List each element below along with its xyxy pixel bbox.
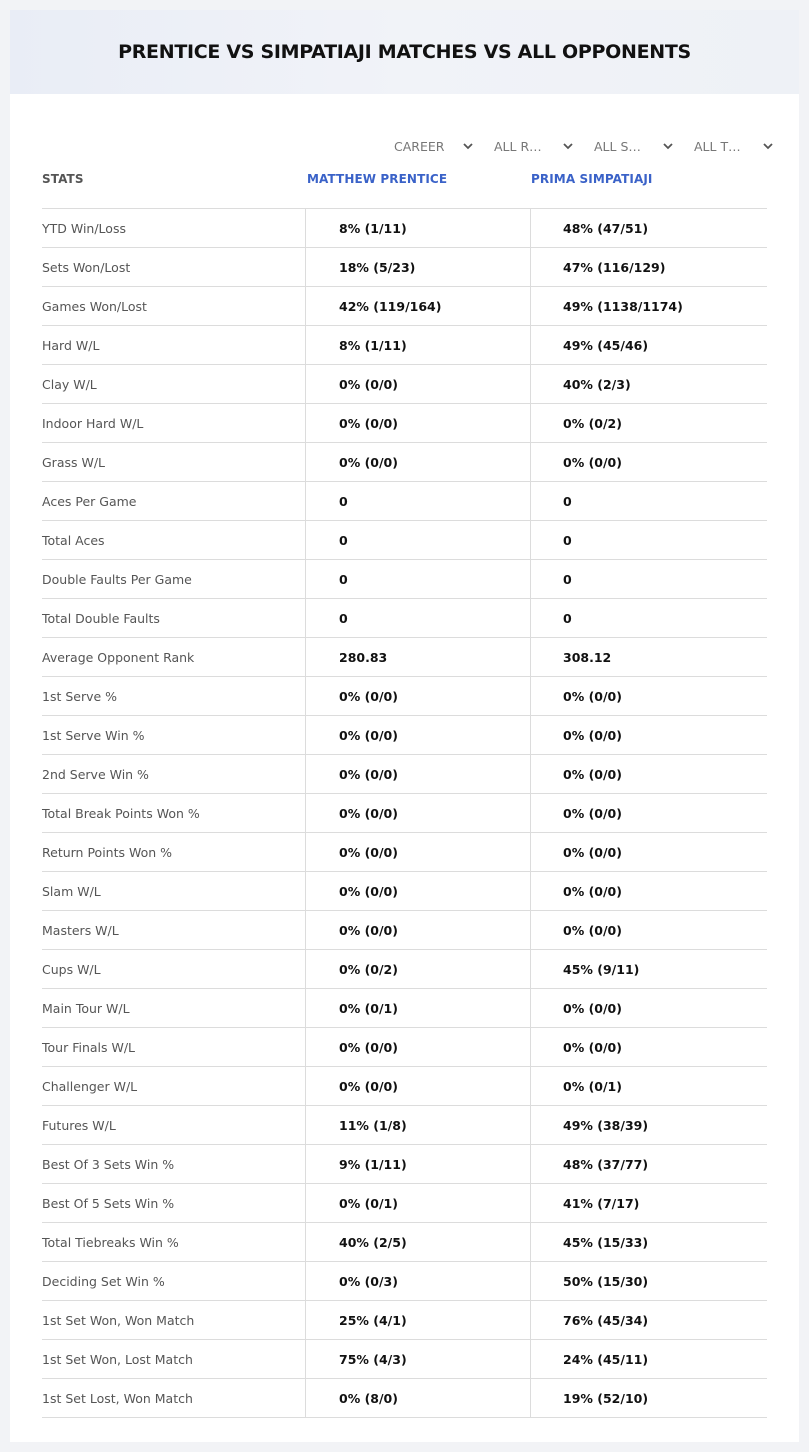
stat-label: 1st Serve Win % bbox=[42, 716, 306, 754]
player1-value: 0% (0/1) bbox=[306, 989, 531, 1027]
player2-value: 0% (0/0) bbox=[563, 1039, 622, 1055]
player1-value: 0% (0/0) bbox=[306, 404, 531, 442]
player1-value: 0% (0/0) bbox=[306, 1028, 531, 1066]
player1-value: 0 bbox=[306, 521, 531, 559]
table-row bbox=[42, 404, 767, 443]
player2-value: 24% (45/11) bbox=[563, 1351, 649, 1367]
table-row bbox=[42, 638, 767, 677]
column-header-player2[interactable]: PRIMA SIMPATIAJI bbox=[531, 172, 653, 186]
player1-value: 0% (8/0) bbox=[306, 1379, 531, 1417]
player2-value: 308.12 bbox=[563, 649, 612, 665]
player2-value: 19% (52/10) bbox=[563, 1390, 649, 1406]
table-row bbox=[42, 1067, 767, 1106]
stat-label: Total Break Points Won % bbox=[42, 794, 306, 832]
player1-value: 0 bbox=[306, 599, 531, 637]
table-row bbox=[42, 794, 767, 833]
player2-value: 0% (0/0) bbox=[563, 844, 622, 860]
table-row bbox=[42, 989, 767, 1028]
stat-label: 1st Serve % bbox=[42, 677, 306, 715]
table-row bbox=[42, 755, 767, 794]
player2-value: 49% (1138/1174) bbox=[563, 298, 683, 314]
player2-value: 0% (0/0) bbox=[563, 805, 622, 821]
stat-label: Challenger W/L bbox=[42, 1067, 306, 1105]
stat-label: Main Tour W/L bbox=[42, 989, 306, 1027]
player1-value: 0% (0/0) bbox=[306, 1067, 531, 1105]
stat-label: Total Aces bbox=[42, 521, 306, 559]
chevron-down-icon bbox=[662, 140, 674, 152]
stat-label: Slam W/L bbox=[42, 872, 306, 910]
table-row bbox=[42, 1262, 767, 1301]
filter-value: ALL T… bbox=[694, 138, 741, 154]
table-row bbox=[42, 209, 767, 248]
stat-label: Games Won/Lost bbox=[42, 287, 306, 325]
table-row bbox=[42, 911, 767, 950]
filter-bar bbox=[380, 127, 780, 165]
player1-value: 0% (0/0) bbox=[306, 911, 531, 949]
column-header-stats: STATS bbox=[42, 172, 84, 186]
player2-value: 0% (0/0) bbox=[563, 922, 622, 938]
stat-label: Best Of 5 Sets Win % bbox=[42, 1184, 306, 1222]
player2-value: 0% (0/2) bbox=[563, 415, 622, 431]
player1-value: 40% (2/5) bbox=[306, 1223, 531, 1261]
player1-value: 0% (0/1) bbox=[306, 1184, 531, 1222]
stat-label: 2nd Serve Win % bbox=[42, 755, 306, 793]
player1-value: 0% (0/0) bbox=[306, 716, 531, 754]
card-header bbox=[10, 10, 799, 94]
stat-label: 1st Set Won, Won Match bbox=[42, 1301, 306, 1339]
player2-value: 0 bbox=[563, 532, 572, 548]
table-row bbox=[42, 833, 767, 872]
table-row bbox=[42, 248, 767, 287]
player1-value: 0% (0/3) bbox=[306, 1262, 531, 1300]
player2-value: 0% (0/0) bbox=[563, 1000, 622, 1016]
filter-tournament-select[interactable] bbox=[680, 127, 780, 165]
stat-label: Cups W/L bbox=[42, 950, 306, 988]
player2-value: 76% (45/34) bbox=[563, 1312, 649, 1328]
stat-label: Aces Per Game bbox=[42, 482, 306, 520]
player2-value: 50% (15/30) bbox=[563, 1273, 649, 1289]
player2-value: 41% (7/17) bbox=[563, 1195, 640, 1211]
stat-label: Grass W/L bbox=[42, 443, 306, 481]
table-row bbox=[42, 521, 767, 560]
table-row bbox=[42, 950, 767, 989]
filter-surface-select[interactable] bbox=[580, 127, 680, 165]
player2-value: 48% (47/51) bbox=[563, 220, 649, 236]
player1-value: 11% (1/8) bbox=[306, 1106, 531, 1144]
stat-label: Clay W/L bbox=[42, 365, 306, 403]
stats-card bbox=[10, 10, 799, 1442]
stat-label: 1st Set Lost, Won Match bbox=[42, 1379, 306, 1417]
filter-round-select[interactable] bbox=[480, 127, 580, 165]
table-row bbox=[42, 443, 767, 482]
stat-label: Indoor Hard W/L bbox=[42, 404, 306, 442]
player2-value: 0 bbox=[563, 493, 572, 509]
player2-value: 0% (0/0) bbox=[563, 688, 622, 704]
table-row bbox=[42, 287, 767, 326]
filter-value: CAREER bbox=[394, 138, 445, 154]
table-row bbox=[42, 482, 767, 521]
player2-value: 0% (0/0) bbox=[563, 766, 622, 782]
stat-label: Deciding Set Win % bbox=[42, 1262, 306, 1300]
player1-value: 0 bbox=[306, 482, 531, 520]
stat-label: Futures W/L bbox=[42, 1106, 306, 1144]
table-row bbox=[42, 599, 767, 638]
filter-period-select[interactable] bbox=[380, 127, 480, 165]
player2-value: 0% (0/0) bbox=[563, 883, 622, 899]
player1-value: 0 bbox=[306, 560, 531, 598]
column-header-player1[interactable]: MATTHEW PRENTICE bbox=[307, 172, 448, 186]
player1-value: 0% (0/0) bbox=[306, 677, 531, 715]
player1-value: 0% (0/0) bbox=[306, 443, 531, 481]
player2-value: 0% (0/1) bbox=[563, 1078, 622, 1094]
chevron-down-icon bbox=[762, 140, 774, 152]
stats-table bbox=[42, 208, 767, 1418]
stat-label: Double Faults Per Game bbox=[42, 560, 306, 598]
stat-label: 1st Set Won, Lost Match bbox=[42, 1340, 306, 1378]
player2-value: 0 bbox=[563, 610, 572, 626]
stat-label: Sets Won/Lost bbox=[42, 248, 306, 286]
table-row bbox=[42, 1340, 767, 1379]
table-row bbox=[42, 1379, 767, 1418]
player1-value: 0% (0/0) bbox=[306, 794, 531, 832]
table-row bbox=[42, 1184, 767, 1223]
chevron-down-icon bbox=[462, 140, 474, 152]
player1-value: 25% (4/1) bbox=[306, 1301, 531, 1339]
table-row bbox=[42, 365, 767, 404]
stat-label: Total Tiebreaks Win % bbox=[42, 1223, 306, 1261]
chevron-down-icon bbox=[562, 140, 574, 152]
table-row bbox=[42, 326, 767, 365]
stat-label: Best Of 3 Sets Win % bbox=[42, 1145, 306, 1183]
table-row bbox=[42, 1301, 767, 1340]
stat-label: Return Points Won % bbox=[42, 833, 306, 871]
player1-value: 75% (4/3) bbox=[306, 1340, 531, 1378]
player1-value: 42% (119/164) bbox=[306, 287, 531, 325]
player2-value: 0 bbox=[563, 571, 572, 587]
table-row bbox=[42, 677, 767, 716]
stat-label: Tour Finals W/L bbox=[42, 1028, 306, 1066]
table-row bbox=[42, 560, 767, 599]
table-row bbox=[42, 1223, 767, 1262]
table-row bbox=[42, 716, 767, 755]
table-row bbox=[42, 872, 767, 911]
player1-value: 9% (1/11) bbox=[306, 1145, 531, 1183]
player2-value: 45% (9/11) bbox=[563, 961, 640, 977]
table-row bbox=[42, 1028, 767, 1067]
player2-value: 49% (45/46) bbox=[563, 337, 649, 353]
stat-label: Hard W/L bbox=[42, 326, 306, 364]
player2-value: 47% (116/129) bbox=[563, 259, 666, 275]
player1-value: 0% (0/0) bbox=[306, 872, 531, 910]
player2-value: 40% (2/3) bbox=[563, 376, 631, 392]
filter-value: ALL S… bbox=[594, 138, 641, 154]
player1-value: 0% (0/0) bbox=[306, 833, 531, 871]
table-row bbox=[42, 1106, 767, 1145]
player2-value: 0% (0/0) bbox=[563, 727, 622, 743]
filter-value: ALL R… bbox=[494, 138, 542, 154]
player1-value: 18% (5/23) bbox=[306, 248, 531, 286]
stat-label: Masters W/L bbox=[42, 911, 306, 949]
player2-value: 0% (0/0) bbox=[563, 454, 622, 470]
table-row bbox=[42, 1145, 767, 1184]
player1-value: 0% (0/2) bbox=[306, 950, 531, 988]
player2-value: 49% (38/39) bbox=[563, 1117, 649, 1133]
stat-label: Total Double Faults bbox=[42, 599, 306, 637]
player1-value: 0% (0/0) bbox=[306, 365, 531, 403]
player1-value: 8% (1/11) bbox=[306, 209, 531, 247]
player2-value: 45% (15/33) bbox=[563, 1234, 649, 1250]
page-title: PRENTICE VS SIMPATIAJI MATCHES VS ALL OPPONENTS bbox=[118, 41, 691, 63]
player1-value: 280.83 bbox=[306, 638, 531, 676]
stat-label: YTD Win/Loss bbox=[42, 209, 306, 247]
player2-value: 48% (37/77) bbox=[563, 1156, 649, 1172]
stat-label: Average Opponent Rank bbox=[42, 638, 306, 676]
player1-value: 0% (0/0) bbox=[306, 755, 531, 793]
player1-value: 8% (1/11) bbox=[306, 326, 531, 364]
